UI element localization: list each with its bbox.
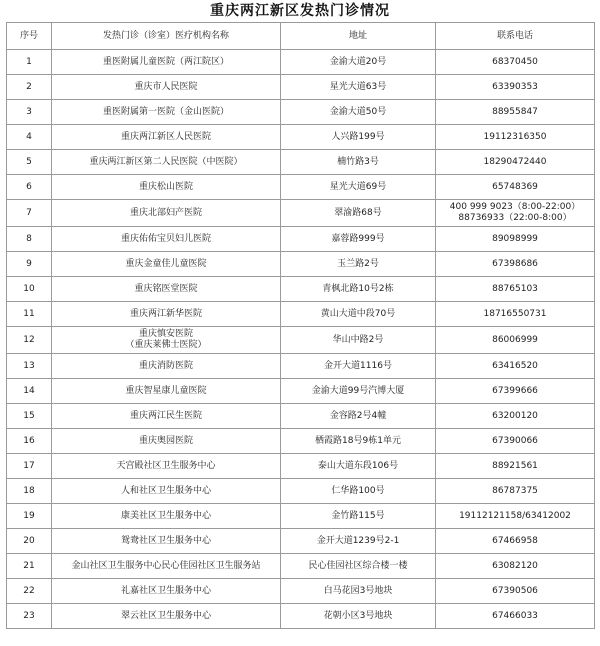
institution-name: 重庆两江新区人民医院 bbox=[120, 131, 211, 142]
phone-number: 67390066 bbox=[492, 435, 538, 446]
cell-address: 黄山大道中段70号 bbox=[281, 302, 436, 327]
cell-phone bbox=[436, 504, 595, 529]
cell-no: 4 bbox=[7, 125, 52, 150]
cell-name bbox=[52, 554, 281, 579]
cell-phone bbox=[436, 175, 595, 200]
cell-name bbox=[52, 354, 281, 379]
table-row bbox=[7, 579, 595, 604]
cell-phone bbox=[436, 554, 595, 579]
cell-address: 白马花园3号地块 bbox=[281, 579, 436, 604]
cell-phone bbox=[436, 277, 595, 302]
phone-number: 63082120 bbox=[492, 560, 538, 571]
cell-name bbox=[52, 479, 281, 504]
institution-name: 翠云社区卫生服务中心 bbox=[120, 610, 211, 621]
table-row bbox=[7, 327, 595, 354]
institution-name: 重庆消防医院 bbox=[138, 360, 193, 371]
cell-address: 花朝小区3号地块 bbox=[281, 604, 436, 629]
institution-name: 重庆佑佑宝贝妇儿医院 bbox=[120, 233, 211, 244]
phone-number: 89098999 bbox=[492, 233, 538, 244]
cell-phone bbox=[436, 529, 595, 554]
cell-phone bbox=[436, 75, 595, 100]
table-row bbox=[7, 302, 595, 327]
cell-phone bbox=[436, 302, 595, 327]
institution-name: 金山社区卫生服务中心民心佳园社区卫生服务站 bbox=[71, 560, 261, 571]
institution-name: 重医附属儿童医院（两江院区） bbox=[102, 56, 229, 67]
institution-name: 天宫殿社区卫生服务中心 bbox=[116, 460, 216, 471]
table-row bbox=[7, 252, 595, 277]
table-row bbox=[7, 125, 595, 150]
cell-no: 12 bbox=[7, 327, 52, 354]
cell-name bbox=[52, 327, 281, 354]
phone-number: 63200120 bbox=[492, 410, 538, 421]
fever-clinic-table bbox=[6, 22, 595, 629]
cell-name bbox=[52, 100, 281, 125]
table-body bbox=[7, 50, 595, 629]
header-phone: 联系电话 bbox=[436, 23, 595, 50]
cell-no: 19 bbox=[7, 504, 52, 529]
phone-number: 67466958 bbox=[492, 535, 538, 546]
institution-name: 重庆两江新华医院 bbox=[129, 308, 202, 319]
cell-address: 翠渝路68号 bbox=[281, 200, 436, 227]
phone-number: 86006999 bbox=[492, 334, 538, 345]
cell-name bbox=[52, 75, 281, 100]
table-row bbox=[7, 277, 595, 302]
phone-number: 67398686 bbox=[492, 258, 538, 269]
header-no: 序号 bbox=[7, 23, 52, 50]
phone-number: 88921561 bbox=[492, 460, 538, 471]
cell-phone bbox=[436, 604, 595, 629]
cell-no: 17 bbox=[7, 454, 52, 479]
cell-no: 22 bbox=[7, 579, 52, 604]
cell-name bbox=[52, 579, 281, 604]
institution-name: 重庆北部妇产医院 bbox=[129, 207, 202, 218]
cell-address: 人兴路199号 bbox=[281, 125, 436, 150]
cell-name bbox=[52, 125, 281, 150]
institution-name: 鸳鸯社区卫生服务中心 bbox=[120, 535, 211, 546]
cell-no: 10 bbox=[7, 277, 52, 302]
cell-address: 金竹路115号 bbox=[281, 504, 436, 529]
phone-number: 88955847 bbox=[492, 106, 538, 117]
cell-no: 1 bbox=[7, 50, 52, 75]
cell-name bbox=[52, 429, 281, 454]
cell-address: 金渝大道99号汽博大厦 bbox=[281, 379, 436, 404]
cell-address: 嘉蓉路999号 bbox=[281, 227, 436, 252]
institution-name: 重庆智星康儿童医院 bbox=[125, 385, 207, 396]
institution-name: 重庆两江民生医院 bbox=[129, 410, 202, 421]
table-row bbox=[7, 175, 595, 200]
phone-number: 67390506 bbox=[492, 585, 538, 596]
cell-no: 15 bbox=[7, 404, 52, 429]
phone-number: 88736933（22:00-8:00） bbox=[458, 213, 572, 223]
cell-phone bbox=[436, 50, 595, 75]
cell-address: 玉兰路2号 bbox=[281, 252, 436, 277]
table-row bbox=[7, 200, 595, 227]
phone-number: 86787375 bbox=[492, 485, 538, 496]
cell-phone bbox=[436, 125, 595, 150]
phone-number: 400 999 9023（8:00-22:00） bbox=[449, 202, 581, 212]
table-row bbox=[7, 454, 595, 479]
phone-number: 88765103 bbox=[492, 283, 538, 294]
institution-name: 重庆铭医堂医院 bbox=[134, 283, 198, 294]
cell-name bbox=[52, 604, 281, 629]
cell-address: 民心佳园社区综合楼一楼 bbox=[281, 554, 436, 579]
institution-name: （重庆莱佛士医院） bbox=[125, 340, 207, 350]
cell-name bbox=[52, 252, 281, 277]
phone-number: 18716550731 bbox=[483, 308, 547, 319]
institution-name: 重庆市人民医院 bbox=[134, 81, 198, 92]
cell-address: 星光大道69号 bbox=[281, 175, 436, 200]
cell-name bbox=[52, 529, 281, 554]
cell-phone bbox=[436, 479, 595, 504]
cell-address: 金渝大道20号 bbox=[281, 50, 436, 75]
cell-name bbox=[52, 150, 281, 175]
cell-address: 星光大道63号 bbox=[281, 75, 436, 100]
cell-phone bbox=[436, 150, 595, 175]
table-row bbox=[7, 429, 595, 454]
phone-number: 18290472440 bbox=[483, 156, 547, 167]
cell-no: 6 bbox=[7, 175, 52, 200]
cell-name bbox=[52, 200, 281, 227]
cell-no: 16 bbox=[7, 429, 52, 454]
cell-phone bbox=[436, 429, 595, 454]
cell-no: 2 bbox=[7, 75, 52, 100]
cell-name bbox=[52, 302, 281, 327]
cell-address: 仁华路100号 bbox=[281, 479, 436, 504]
cell-no: 11 bbox=[7, 302, 52, 327]
cell-no: 8 bbox=[7, 227, 52, 252]
institution-name: 重庆金童佳儿童医院 bbox=[125, 258, 207, 269]
table-row bbox=[7, 479, 595, 504]
cell-address: 金容路2号4幢 bbox=[281, 404, 436, 429]
cell-phone bbox=[436, 354, 595, 379]
phone-number: 19112121158/63412002 bbox=[459, 510, 571, 521]
cell-address: 泰山大道东段106号 bbox=[281, 454, 436, 479]
table-row bbox=[7, 150, 595, 175]
cell-address: 栖霞路18号9栋1单元 bbox=[281, 429, 436, 454]
table-row bbox=[7, 100, 595, 125]
cell-address: 华山中路2号 bbox=[281, 327, 436, 354]
institution-name: 重庆两江新区第二人民医院（中医院） bbox=[89, 156, 243, 167]
cell-name bbox=[52, 504, 281, 529]
cell-phone bbox=[436, 200, 595, 227]
cell-address: 金开大道1116号 bbox=[281, 354, 436, 379]
cell-name bbox=[52, 454, 281, 479]
cell-no: 9 bbox=[7, 252, 52, 277]
cell-address: 金渝大道50号 bbox=[281, 100, 436, 125]
cell-phone bbox=[436, 579, 595, 604]
cell-phone bbox=[436, 252, 595, 277]
cell-phone bbox=[436, 379, 595, 404]
cell-no: 23 bbox=[7, 604, 52, 629]
cell-phone bbox=[436, 100, 595, 125]
cell-phone bbox=[436, 404, 595, 429]
cell-no: 5 bbox=[7, 150, 52, 175]
cell-phone bbox=[436, 227, 595, 252]
institution-name: 重庆松山医院 bbox=[138, 181, 193, 192]
cell-no: 13 bbox=[7, 354, 52, 379]
table-row bbox=[7, 504, 595, 529]
header-address: 地址 bbox=[281, 23, 436, 50]
phone-number: 19112316350 bbox=[483, 131, 547, 142]
cell-name bbox=[52, 379, 281, 404]
institution-name: 重医附属第一医院（金山医院） bbox=[102, 106, 229, 117]
table-row bbox=[7, 604, 595, 629]
table-row bbox=[7, 227, 595, 252]
table-row bbox=[7, 529, 595, 554]
cell-name bbox=[52, 277, 281, 302]
cell-name bbox=[52, 50, 281, 75]
cell-address: 青枫北路10号2栋 bbox=[281, 277, 436, 302]
institution-name: 人和社区卫生服务中心 bbox=[120, 485, 211, 496]
cell-no: 20 bbox=[7, 529, 52, 554]
phone-number: 67399666 bbox=[492, 385, 538, 396]
cell-name bbox=[52, 227, 281, 252]
institution-name: 重庆慎安医院 bbox=[138, 329, 193, 339]
institution-name: 重庆奥园医院 bbox=[138, 435, 193, 446]
institution-name: 康美社区卫生服务中心 bbox=[120, 510, 211, 521]
table-row bbox=[7, 379, 595, 404]
cell-address: 楠竹路3号 bbox=[281, 150, 436, 175]
institution-name: 礼嘉社区卫生服务中心 bbox=[120, 585, 211, 596]
document-title: 重庆两江新区发热门诊情况 bbox=[210, 3, 390, 19]
phone-number: 63416520 bbox=[492, 360, 538, 371]
phone-number: 68370450 bbox=[492, 56, 538, 67]
cell-no: 7 bbox=[7, 200, 52, 227]
table-row bbox=[7, 75, 595, 100]
table-row bbox=[7, 554, 595, 579]
cell-no: 21 bbox=[7, 554, 52, 579]
phone-number: 65748369 bbox=[492, 181, 538, 192]
cell-address: 金开大道1239号2-1 bbox=[281, 529, 436, 554]
cell-name bbox=[52, 175, 281, 200]
cell-no: 14 bbox=[7, 379, 52, 404]
table-row bbox=[7, 404, 595, 429]
cell-phone bbox=[436, 454, 595, 479]
table-row bbox=[7, 354, 595, 379]
header-name: 发热门诊（诊室）医疗机构名称 bbox=[52, 23, 281, 50]
cell-phone bbox=[436, 327, 595, 354]
phone-number: 67466033 bbox=[492, 610, 538, 621]
table-row bbox=[7, 50, 595, 75]
cell-no: 3 bbox=[7, 100, 52, 125]
phone-number: 63390353 bbox=[492, 81, 538, 92]
cell-name bbox=[52, 404, 281, 429]
cell-no: 18 bbox=[7, 479, 52, 504]
table-header-row bbox=[7, 23, 595, 50]
